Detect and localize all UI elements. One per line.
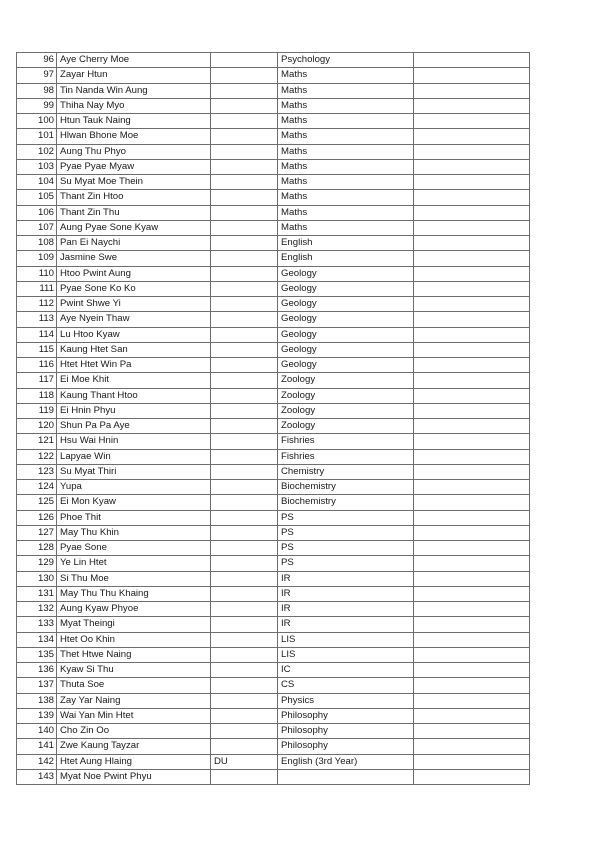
- remark-cell: [414, 266, 530, 281]
- student-name-cell: Pyae Sone: [57, 541, 211, 556]
- table-row: [17, 327, 530, 342]
- row-number-cell: 132: [17, 602, 57, 617]
- student-name-cell: Aung Thu Phyo: [57, 144, 211, 159]
- university-cell: [211, 98, 278, 113]
- table-row: [17, 205, 530, 220]
- university-cell: [211, 586, 278, 601]
- row-number-cell: 121: [17, 434, 57, 449]
- university-cell: [211, 205, 278, 220]
- major-cell: IC: [278, 663, 414, 678]
- remark-cell: [414, 754, 530, 769]
- row-number-cell: 122: [17, 449, 57, 464]
- student-name-cell: Htoo Pwint Aung: [57, 266, 211, 281]
- remark-cell: [414, 373, 530, 388]
- university-cell: [211, 53, 278, 68]
- major-cell: Maths: [278, 68, 414, 83]
- remark-cell: [414, 129, 530, 144]
- student-name-cell: Hlwan Bhone Moe: [57, 129, 211, 144]
- table-row: [17, 754, 530, 769]
- row-number-cell: 114: [17, 327, 57, 342]
- university-cell: [211, 480, 278, 495]
- student-name-cell: Thuta Soe: [57, 678, 211, 693]
- row-number-cell: 102: [17, 144, 57, 159]
- row-number-cell: 134: [17, 632, 57, 647]
- row-number-cell: 110: [17, 266, 57, 281]
- student-name-cell: Pan Ei Naychi: [57, 236, 211, 251]
- major-cell: Geology: [278, 358, 414, 373]
- remark-cell: [414, 388, 530, 403]
- student-name-cell: Hsu Wai Hnin: [57, 434, 211, 449]
- student-name-cell: Wai Yan Min Htet: [57, 708, 211, 723]
- table-row: [17, 236, 530, 251]
- remark-cell: [414, 358, 530, 373]
- table-row: [17, 403, 530, 418]
- table-row: [17, 220, 530, 235]
- remark-cell: [414, 769, 530, 784]
- major-cell: Maths: [278, 159, 414, 174]
- row-number-cell: 106: [17, 205, 57, 220]
- remark-cell: [414, 724, 530, 739]
- major-cell: Physics: [278, 693, 414, 708]
- table-row: [17, 419, 530, 434]
- row-number-cell: 115: [17, 342, 57, 357]
- remark-cell: [414, 495, 530, 510]
- row-number-cell: 117: [17, 373, 57, 388]
- table-row: [17, 297, 530, 312]
- student-name-cell: Zwe Kaung Tayzar: [57, 739, 211, 754]
- table-row: [17, 281, 530, 296]
- major-cell: Maths: [278, 220, 414, 235]
- remark-cell: [414, 647, 530, 662]
- table-row: [17, 373, 530, 388]
- row-number-cell: 111: [17, 281, 57, 296]
- row-number-cell: 113: [17, 312, 57, 327]
- university-cell: [211, 388, 278, 403]
- student-name-cell: Thant Zin Thu: [57, 205, 211, 220]
- table-row: [17, 480, 530, 495]
- remark-cell: [414, 510, 530, 525]
- table-row: [17, 510, 530, 525]
- student-name-cell: Thet Htwe Naing: [57, 647, 211, 662]
- remark-cell: [414, 617, 530, 632]
- university-cell: [211, 358, 278, 373]
- remark-cell: [414, 571, 530, 586]
- student-name-cell: Lu Htoo Kyaw: [57, 327, 211, 342]
- student-name-cell: Myat Noe Pwint Phyu: [57, 769, 211, 784]
- university-cell: [211, 602, 278, 617]
- table-row: [17, 251, 530, 266]
- remark-cell: [414, 663, 530, 678]
- student-name-cell: Zay Yar Naing: [57, 693, 211, 708]
- table-row: [17, 541, 530, 556]
- row-number-cell: 143: [17, 769, 57, 784]
- major-cell: Fishries: [278, 449, 414, 464]
- major-cell: LIS: [278, 632, 414, 647]
- university-cell: [211, 541, 278, 556]
- student-name-cell: May Thu Thu Khaing: [57, 586, 211, 601]
- row-number-cell: 127: [17, 525, 57, 540]
- remark-cell: [414, 220, 530, 235]
- remark-cell: [414, 281, 530, 296]
- student-name-cell: Aye Nyein Thaw: [57, 312, 211, 327]
- table-row: [17, 342, 530, 357]
- remark-cell: [414, 53, 530, 68]
- table-row: [17, 129, 530, 144]
- major-cell: Geology: [278, 312, 414, 327]
- university-cell: [211, 739, 278, 754]
- remark-cell: [414, 312, 530, 327]
- university-cell: [211, 510, 278, 525]
- student-name-cell: Ei Hnin Phyu: [57, 403, 211, 418]
- student-name-cell: Thiha Nay Myo: [57, 98, 211, 113]
- major-cell: Maths: [278, 205, 414, 220]
- student-name-cell: Ei Moe Khit: [57, 373, 211, 388]
- table-row: [17, 525, 530, 540]
- row-number-cell: 108: [17, 236, 57, 251]
- university-cell: [211, 724, 278, 739]
- university-cell: [211, 175, 278, 190]
- row-number-cell: 129: [17, 556, 57, 571]
- student-name-cell: Zayar Htun: [57, 68, 211, 83]
- table-row: [17, 312, 530, 327]
- university-cell: [211, 144, 278, 159]
- remark-cell: [414, 98, 530, 113]
- student-list-table: [16, 52, 530, 785]
- major-cell: Philosophy: [278, 708, 414, 723]
- row-number-cell: 112: [17, 297, 57, 312]
- major-cell: Chemistry: [278, 464, 414, 479]
- university-cell: [211, 525, 278, 540]
- major-cell: Maths: [278, 190, 414, 205]
- remark-cell: [414, 556, 530, 571]
- major-cell: PS: [278, 541, 414, 556]
- table-row: [17, 663, 530, 678]
- remark-cell: [414, 708, 530, 723]
- major-cell: Maths: [278, 98, 414, 113]
- student-name-cell: Myat Theingi: [57, 617, 211, 632]
- university-cell: [211, 556, 278, 571]
- university-cell: [211, 312, 278, 327]
- table-row: [17, 647, 530, 662]
- table-row: [17, 449, 530, 464]
- student-name-cell: Phoe Thit: [57, 510, 211, 525]
- remark-cell: [414, 297, 530, 312]
- table-row: [17, 358, 530, 373]
- major-cell: Geology: [278, 281, 414, 296]
- row-number-cell: 101: [17, 129, 57, 144]
- row-number-cell: 105: [17, 190, 57, 205]
- university-cell: [211, 632, 278, 647]
- table-row: [17, 693, 530, 708]
- university-cell: [211, 403, 278, 418]
- table-row: [17, 769, 530, 784]
- table-row: [17, 556, 530, 571]
- university-cell: [211, 769, 278, 784]
- remark-cell: [414, 251, 530, 266]
- row-number-cell: 120: [17, 419, 57, 434]
- university-cell: [211, 190, 278, 205]
- table-row: [17, 571, 530, 586]
- remark-cell: [414, 449, 530, 464]
- university-cell: [211, 449, 278, 464]
- major-cell: IR: [278, 617, 414, 632]
- table-body: [17, 53, 530, 785]
- table-row: [17, 190, 530, 205]
- university-cell: [211, 693, 278, 708]
- remark-cell: [414, 419, 530, 434]
- remark-cell: [414, 327, 530, 342]
- major-cell: Fishries: [278, 434, 414, 449]
- table-row: [17, 632, 530, 647]
- remark-cell: [414, 434, 530, 449]
- row-number-cell: 98: [17, 83, 57, 98]
- table-row: [17, 83, 530, 98]
- student-name-cell: Ei Mon Kyaw: [57, 495, 211, 510]
- major-cell: IR: [278, 586, 414, 601]
- university-cell: [211, 266, 278, 281]
- row-number-cell: 131: [17, 586, 57, 601]
- table-row: [17, 434, 530, 449]
- university-cell: [211, 434, 278, 449]
- student-name-cell: May Thu Khin: [57, 525, 211, 540]
- major-cell: Philosophy: [278, 739, 414, 754]
- table-row: [17, 388, 530, 403]
- remark-cell: [414, 159, 530, 174]
- student-name-cell: Ye Lin Htet: [57, 556, 211, 571]
- university-cell: [211, 571, 278, 586]
- remark-cell: [414, 114, 530, 129]
- student-name-cell: Tin Nanda Win Aung: [57, 83, 211, 98]
- student-name-cell: Kaung Thant Htoo: [57, 388, 211, 403]
- row-number-cell: 124: [17, 480, 57, 495]
- row-number-cell: 126: [17, 510, 57, 525]
- remark-cell: [414, 632, 530, 647]
- university-cell: DU: [211, 754, 278, 769]
- remark-cell: [414, 602, 530, 617]
- table-row: [17, 724, 530, 739]
- remark-cell: [414, 541, 530, 556]
- university-cell: [211, 281, 278, 296]
- table-row: [17, 586, 530, 601]
- row-number-cell: 136: [17, 663, 57, 678]
- university-cell: [211, 663, 278, 678]
- major-cell: English (3rd Year): [278, 754, 414, 769]
- remark-cell: [414, 403, 530, 418]
- major-cell: Geology: [278, 266, 414, 281]
- row-number-cell: 130: [17, 571, 57, 586]
- row-number-cell: 128: [17, 541, 57, 556]
- major-cell: Geology: [278, 297, 414, 312]
- table-row: [17, 602, 530, 617]
- remark-cell: [414, 236, 530, 251]
- table-row: [17, 617, 530, 632]
- row-number-cell: 140: [17, 724, 57, 739]
- remark-cell: [414, 678, 530, 693]
- university-cell: [211, 220, 278, 235]
- major-cell: Maths: [278, 83, 414, 98]
- row-number-cell: 96: [17, 53, 57, 68]
- major-cell: Biochemistry: [278, 480, 414, 495]
- remark-cell: [414, 342, 530, 357]
- student-name-cell: Kaung Htet San: [57, 342, 211, 357]
- row-number-cell: 107: [17, 220, 57, 235]
- row-number-cell: 109: [17, 251, 57, 266]
- table-row: [17, 495, 530, 510]
- major-cell: English: [278, 236, 414, 251]
- major-cell: Geology: [278, 342, 414, 357]
- table-row: [17, 708, 530, 723]
- row-number-cell: 104: [17, 175, 57, 190]
- student-name-cell: Shun Pa Pa Aye: [57, 419, 211, 434]
- student-name-cell: Su Myat Moe Thein: [57, 175, 211, 190]
- remark-cell: [414, 586, 530, 601]
- student-name-cell: Aung Pyae Sone Kyaw: [57, 220, 211, 235]
- major-cell: [278, 769, 414, 784]
- major-cell: Biochemistry: [278, 495, 414, 510]
- row-number-cell: 97: [17, 68, 57, 83]
- major-cell: English: [278, 251, 414, 266]
- major-cell: Zoology: [278, 388, 414, 403]
- major-cell: IR: [278, 602, 414, 617]
- table-row: [17, 144, 530, 159]
- major-cell: Maths: [278, 175, 414, 190]
- row-number-cell: 142: [17, 754, 57, 769]
- remark-cell: [414, 190, 530, 205]
- table-row: [17, 53, 530, 68]
- row-number-cell: 123: [17, 464, 57, 479]
- remark-cell: [414, 205, 530, 220]
- row-number-cell: 125: [17, 495, 57, 510]
- major-cell: Philosophy: [278, 724, 414, 739]
- student-name-cell: Cho Zin Oo: [57, 724, 211, 739]
- university-cell: [211, 83, 278, 98]
- major-cell: Zoology: [278, 403, 414, 418]
- remark-cell: [414, 525, 530, 540]
- row-number-cell: 138: [17, 693, 57, 708]
- major-cell: PS: [278, 525, 414, 540]
- major-cell: Psychology: [278, 53, 414, 68]
- university-cell: [211, 251, 278, 266]
- major-cell: LIS: [278, 647, 414, 662]
- university-cell: [211, 236, 278, 251]
- major-cell: Maths: [278, 114, 414, 129]
- student-name-cell: Kyaw Si Thu: [57, 663, 211, 678]
- university-cell: [211, 708, 278, 723]
- university-cell: [211, 678, 278, 693]
- major-cell: IR: [278, 571, 414, 586]
- university-cell: [211, 464, 278, 479]
- table-row: [17, 159, 530, 174]
- student-name-cell: Su Myat Thiri: [57, 464, 211, 479]
- university-cell: [211, 419, 278, 434]
- table-row: [17, 175, 530, 190]
- major-cell: Zoology: [278, 373, 414, 388]
- row-number-cell: 137: [17, 678, 57, 693]
- table-row: [17, 678, 530, 693]
- student-name-cell: Thant Zin Htoo: [57, 190, 211, 205]
- major-cell: Maths: [278, 129, 414, 144]
- student-name-cell: Yupa: [57, 480, 211, 495]
- row-number-cell: 141: [17, 739, 57, 754]
- student-name-cell: Pyae Sone Ko Ko: [57, 281, 211, 296]
- row-number-cell: 99: [17, 98, 57, 113]
- row-number-cell: 103: [17, 159, 57, 174]
- table-row: [17, 266, 530, 281]
- row-number-cell: 119: [17, 403, 57, 418]
- remark-cell: [414, 175, 530, 190]
- table-row: [17, 739, 530, 754]
- student-name-cell: Pwint Shwe Yi: [57, 297, 211, 312]
- student-name-cell: Lapyae Win: [57, 449, 211, 464]
- student-name-cell: Aye Cherry Moe: [57, 53, 211, 68]
- remark-cell: [414, 68, 530, 83]
- remark-cell: [414, 464, 530, 479]
- major-cell: Zoology: [278, 419, 414, 434]
- remark-cell: [414, 144, 530, 159]
- row-number-cell: 133: [17, 617, 57, 632]
- major-cell: PS: [278, 556, 414, 571]
- table-row: [17, 114, 530, 129]
- student-name-cell: Pyae Pyae Myaw: [57, 159, 211, 174]
- table-row: [17, 68, 530, 83]
- remark-cell: [414, 739, 530, 754]
- remark-cell: [414, 693, 530, 708]
- remark-cell: [414, 83, 530, 98]
- row-number-cell: 116: [17, 358, 57, 373]
- row-number-cell: 139: [17, 708, 57, 723]
- major-cell: Geology: [278, 327, 414, 342]
- university-cell: [211, 327, 278, 342]
- remark-cell: [414, 480, 530, 495]
- student-name-cell: Jasmine Swe: [57, 251, 211, 266]
- table-row: [17, 464, 530, 479]
- university-cell: [211, 159, 278, 174]
- student-name-cell: Htun Tauk Naing: [57, 114, 211, 129]
- row-number-cell: 100: [17, 114, 57, 129]
- university-cell: [211, 297, 278, 312]
- student-name-cell: Htet Aung Hlaing: [57, 754, 211, 769]
- university-cell: [211, 129, 278, 144]
- row-number-cell: 118: [17, 388, 57, 403]
- university-cell: [211, 373, 278, 388]
- university-cell: [211, 68, 278, 83]
- major-cell: PS: [278, 510, 414, 525]
- table-row: [17, 98, 530, 113]
- university-cell: [211, 647, 278, 662]
- row-number-cell: 135: [17, 647, 57, 662]
- university-cell: [211, 617, 278, 632]
- major-cell: CS: [278, 678, 414, 693]
- student-name-cell: Si Thu Moe: [57, 571, 211, 586]
- student-name-cell: Htet Htet Win Pa: [57, 358, 211, 373]
- university-cell: [211, 495, 278, 510]
- major-cell: Maths: [278, 144, 414, 159]
- university-cell: [211, 114, 278, 129]
- student-name-cell: Htet Oo Khin: [57, 632, 211, 647]
- student-name-cell: Aung Kyaw Phyoe: [57, 602, 211, 617]
- university-cell: [211, 342, 278, 357]
